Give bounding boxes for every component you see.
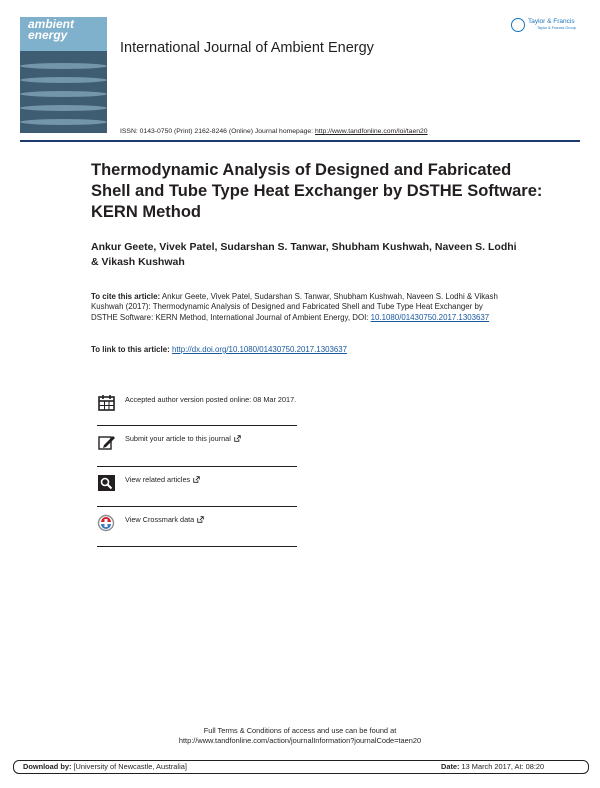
article-url-link[interactable]: http://dx.doi.org/10.1080/01430750.2017.1303637 <box>171 345 348 354</box>
pencil-icon <box>97 433 117 451</box>
cite-label: To cite this article: <box>91 292 161 301</box>
link-label: To link to this article: <box>91 345 172 354</box>
cover-wave <box>20 105 107 111</box>
item-divider <box>97 466 297 467</box>
cover-wave <box>20 63 107 69</box>
publisher-logo-icon <box>511 18 525 32</box>
submit-article-text: Submit your article to this journal <box>125 434 231 443</box>
cite-body: Ankur Geete, Vivek Patel, Sudarshan S. Tanwar, Shubham Kushwah, Naveen S. Lodhi & Vikash Kushwah (2017): Thermodynamic Analysis of Designed and Fabricated Shell and Tube Type Heat Exchanger by DSTHE Software: KERN Method, International Journal of Ambient Energy, DOI: <box>91 292 498 322</box>
related-articles-item[interactable] <box>97 474 297 494</box>
crossmark-icon <box>97 514 117 532</box>
doi-link[interactable]: 10.1080/01430750.2017.1303637 <box>370 312 490 322</box>
downloaded-by <box>23 762 187 771</box>
item-divider <box>97 546 297 547</box>
issn-text: ISSN: 0143-0750 (Print) 2162-8246 (Online) Journal homepage: <box>120 128 315 135</box>
external-link-icon <box>197 516 204 523</box>
terms-url-link[interactable]: http://www.tandfonline.com/action/journalInformation?journalCode=taen20 <box>178 736 422 746</box>
download-date-value: 13 March 2017, At: 08:20 <box>459 762 545 771</box>
terms-footer <box>0 726 600 747</box>
journal-name[interactable]: International Journal of Ambient Energy <box>120 40 374 56</box>
accepted-version-text: Accepted author version posted online: 08 Mar 2017. <box>125 395 297 404</box>
search-icon <box>97 474 117 492</box>
submit-article-link[interactable] <box>125 434 300 444</box>
article-authors: Ankur Geete, Vivek Patel, Sudarshan S. Tanwar, Shubham Kushwah, Naveen S. Lodhi & Vikash Kushwah <box>91 241 517 268</box>
cover-title <box>28 19 74 41</box>
journal-homepage-link[interactable]: http://www.tandfonline.com/loi/taen20 <box>314 128 428 135</box>
downloaded-by-label: Download by: <box>23 762 72 771</box>
submit-article-item[interactable] <box>97 433 297 453</box>
external-link-icon <box>193 476 200 483</box>
publisher-group: Taylor & Francis Group <box>537 26 576 30</box>
crossmark-item[interactable] <box>97 514 297 534</box>
publisher-name: Taylor & Francis <box>528 18 575 25</box>
cover-title-line1: ambient <box>28 17 75 31</box>
terms-line: Full Terms & Conditions of access and use can be found at <box>203 726 397 735</box>
issn-line <box>120 128 428 135</box>
download-date <box>441 762 544 771</box>
download-info-bar <box>13 760 589 774</box>
cover-title-line2: energy <box>28 28 68 42</box>
external-link-icon <box>234 435 241 442</box>
related-articles-text: View related articles <box>125 475 191 484</box>
download-date-label: Date: <box>441 762 460 771</box>
crossmark-link[interactable] <box>125 515 300 525</box>
crossmark-text: View Crossmark data <box>125 515 195 524</box>
article-link-line <box>91 345 347 354</box>
related-articles-link[interactable] <box>125 475 300 485</box>
article-title: Thermodynamic Analysis of Designed and Fabricated Shell and Tube Type Heat Exchanger by DSTHE Software: KERN Method <box>91 161 543 221</box>
header-divider <box>20 140 580 142</box>
cover-wave <box>20 91 107 97</box>
item-divider <box>97 425 297 426</box>
accepted-version-item <box>97 394 297 420</box>
journal-cover[interactable] <box>20 17 107 133</box>
calendar-icon <box>97 394 117 412</box>
citation-block <box>91 292 511 323</box>
publisher-logo[interactable] <box>511 17 583 37</box>
cover-wave <box>20 119 107 125</box>
cover-wave <box>20 77 107 83</box>
item-divider <box>97 506 297 507</box>
downloaded-by-value: [University of Newcastle, Australia] <box>71 762 187 771</box>
